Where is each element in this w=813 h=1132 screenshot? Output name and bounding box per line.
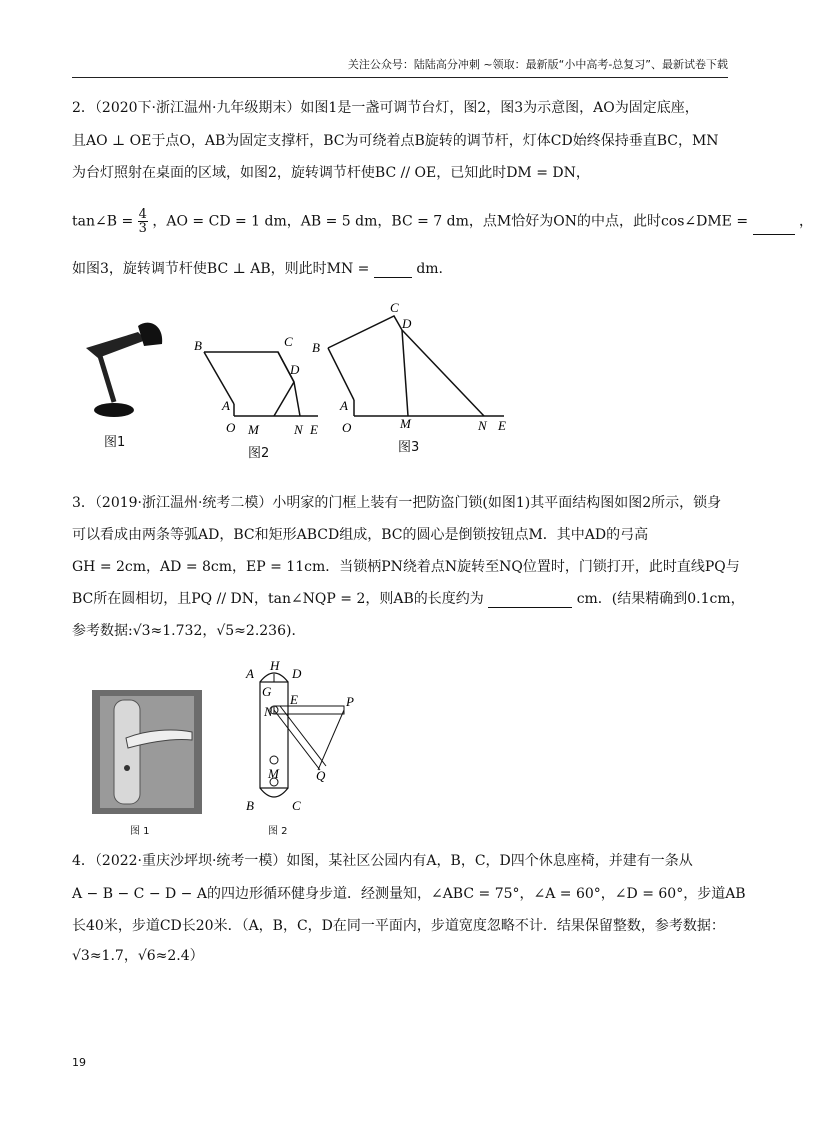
q4-line-3: 长40米，步道CD长20米．（A，B，C，D在同一平面内，步道宽度忽略不计．结果保留整数，参考数据： — [72, 918, 725, 934]
fig2-label-B: B — [194, 338, 202, 353]
q4-line-2: A − B − C − D − A的四边形循环健身步道．经测量知，∠ABC = 75°，∠A = 60°，∠D = 60°，步道AB — [72, 886, 746, 902]
q3-fig2-caption: 图 2 — [268, 826, 288, 837]
fig2-label-O: O — [226, 420, 236, 435]
q2-answer-blank-1[interactable] — [753, 220, 795, 235]
q2-line-4 — [72, 207, 813, 236]
fig3-label-M: M — [400, 416, 411, 431]
fig-lock-label-A: A — [246, 666, 254, 681]
fig-lock-label-M: M — [268, 766, 279, 781]
header-text: 关注公众号：陆陆高分冲刺 ~领取：最新版“小中高考-总复习”、最新试卷下载 — [347, 58, 728, 71]
q2-line-2: 且AO ⊥ OE于点O，AB为固定支撑杆，BC为可绕着点B旋转的调节杆，灯体CD始终保持垂直BC，MN — [72, 133, 719, 149]
fig-lock-label-G: G — [262, 684, 272, 699]
fig2-label-D: D — [290, 362, 300, 377]
page-header — [72, 56, 728, 78]
q2-diagram-fig3 — [308, 300, 518, 440]
q2-frac-den: 3 — [138, 221, 147, 236]
q3-answer-blank[interactable] — [488, 593, 572, 608]
fig-lock-label-B: B — [246, 798, 254, 813]
fig3-label-O: O — [342, 420, 352, 435]
q2-fig1-caption: 图1 — [104, 435, 126, 450]
fig-lock-label-P: P — [346, 694, 354, 709]
fig-lock-label-N: N — [264, 704, 273, 719]
q2-answer-blank-2[interactable] — [374, 263, 412, 278]
q2-line-3: 为台灯照射在桌面的区域，如图2，旋转调节杆使BC // OE，已知此时DM = DN， — [72, 165, 590, 181]
q3-line-2: 可以看成由两条等弧AD，BC和矩形ABCD组成，BC的圆心是倒锁按钮点M．其中AD的弓高 — [72, 527, 649, 543]
q2-line-5 — [72, 258, 728, 278]
fig3-label-B: B — [312, 340, 320, 355]
q3-lock-diagram-fig2 — [240, 660, 370, 820]
q2-given-text: ，AO = CD = 1 dm，AB = 5 dm，BC = 7 dm，点M恰好为ON的中点，此时cos∠DME = — [152, 213, 749, 230]
q2-line4-end: ， — [799, 213, 813, 230]
q3-line-4 — [72, 588, 745, 608]
lamp-photo-figure — [78, 318, 170, 428]
q2-fig2-caption: 图2 — [248, 446, 270, 461]
q2-line5-unit: dm. — [416, 261, 443, 277]
q2-fraction — [138, 208, 148, 235]
fig-lock-label-C: C — [292, 798, 301, 813]
q2-line5-text: 如图3，旋转调节杆使BC ⊥ AB，则此时MN = — [72, 261, 370, 277]
page-number: 19 — [72, 1056, 86, 1069]
fig-lock-label-D: D — [292, 666, 302, 681]
q2-fig3-caption: 图3 — [398, 440, 420, 455]
fig3-label-E: E — [498, 418, 506, 433]
q3-line4-unit: cm．(结果精确到0.1cm， — [576, 591, 745, 607]
fig2-label-N: N — [294, 422, 303, 437]
fig3-label-C: C — [390, 300, 399, 315]
q3-line-3: GH = 2cm，AD = 8cm，EP = 11cm．当锁柄PN绕着点N旋转至NQ位置时，门锁打开，此时直线PQ与 — [72, 559, 740, 575]
q3-line-5: 参考数据:√3≈1.732，√5≈2.236)． — [72, 623, 306, 639]
fig2-label-C: C — [284, 334, 293, 349]
q3-line4-text: BC所在圆相切，且PQ // DN，tan∠NQP = 2，则AB的长度约为 — [72, 591, 484, 607]
fig2-label-E: E — [310, 422, 318, 437]
fig3-label-N: N — [478, 418, 487, 433]
fig-lock-label-Q: Q — [316, 768, 326, 783]
fig2-label-A: A — [222, 398, 230, 413]
q2-frac-num: 4 — [138, 207, 147, 222]
fig2-label-M: M — [248, 422, 259, 437]
q3-fig1-caption: 图 1 — [130, 826, 150, 837]
q4-line-4: √3≈1.7，√6≈2.4） — [72, 948, 204, 964]
q4-line-1: 4．（2022·重庆沙坪坝·统考一模）如图，某社区公园内有A，B，C，D四个休息座椅，并建有一条从 — [72, 853, 693, 869]
fig-lock-label-H: H — [270, 658, 280, 673]
q3-line-1: 3．（2019·浙江温州·统考二模）小明家的门框上装有一把防盗门锁(如图1)其平面结构图如图2所示，锁身 — [72, 495, 722, 511]
door-lock-photo-figure — [92, 690, 202, 814]
fig-lock-label-E: E — [290, 692, 298, 707]
q2-tan-text: tan∠B = — [72, 213, 134, 230]
fig3-label-D: D — [402, 316, 412, 331]
fig3-label-A: A — [340, 398, 348, 413]
q2-line-1: 2．（2020下·浙江温州·九年级期末）如图1是一盏可调节台灯，图2，图3为示意图，AO为固定底座， — [72, 100, 699, 116]
